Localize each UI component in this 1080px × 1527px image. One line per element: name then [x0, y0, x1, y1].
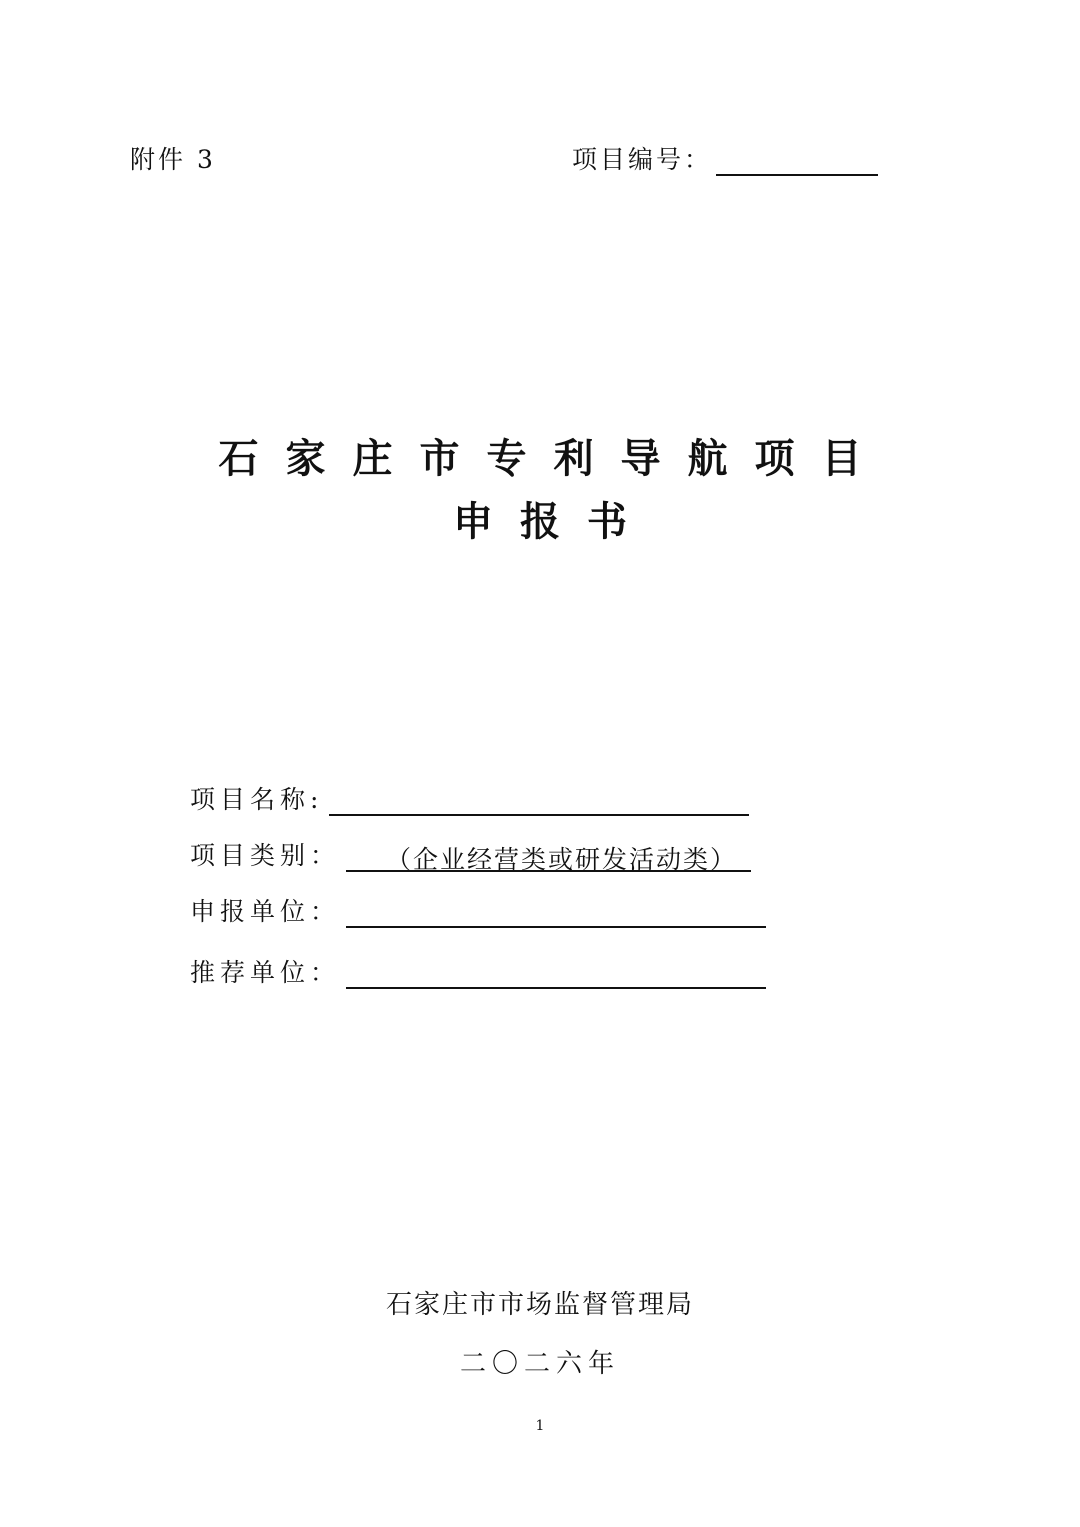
issue-year: 二〇二六年 [459, 1349, 620, 1379]
document-title: 石家庄市专利导航项目 [218, 436, 889, 482]
applicant-unit-row [190, 892, 766, 928]
page-number: 1 [535, 1418, 545, 1434]
project-category-field[interactable]: （企业经营类或研发活动类） [346, 840, 751, 872]
document-subtitle: 申报书 [453, 499, 654, 545]
project-name-label: 项目名称: [190, 785, 324, 814]
project-name-row [190, 780, 749, 816]
project-number-label: 项目编号： [572, 145, 713, 174]
recommending-unit-field[interactable] [346, 955, 766, 989]
project-category-label: 项目类别： [190, 841, 341, 870]
recommending-unit-label: 推荐单位： [190, 958, 341, 987]
applicant-unit-label: 申报单位： [190, 897, 341, 926]
project-number-row [572, 140, 878, 176]
recommending-unit-row [190, 953, 766, 989]
applicant-unit-field[interactable] [346, 894, 766, 928]
project-name-field[interactable] [329, 782, 749, 816]
issuing-authority: 石家庄市市场监督管理局 [385, 1290, 694, 1320]
project-category-row [190, 836, 751, 872]
project-number-field[interactable] [716, 144, 878, 176]
attachment-label: 附件 3 [130, 145, 216, 174]
